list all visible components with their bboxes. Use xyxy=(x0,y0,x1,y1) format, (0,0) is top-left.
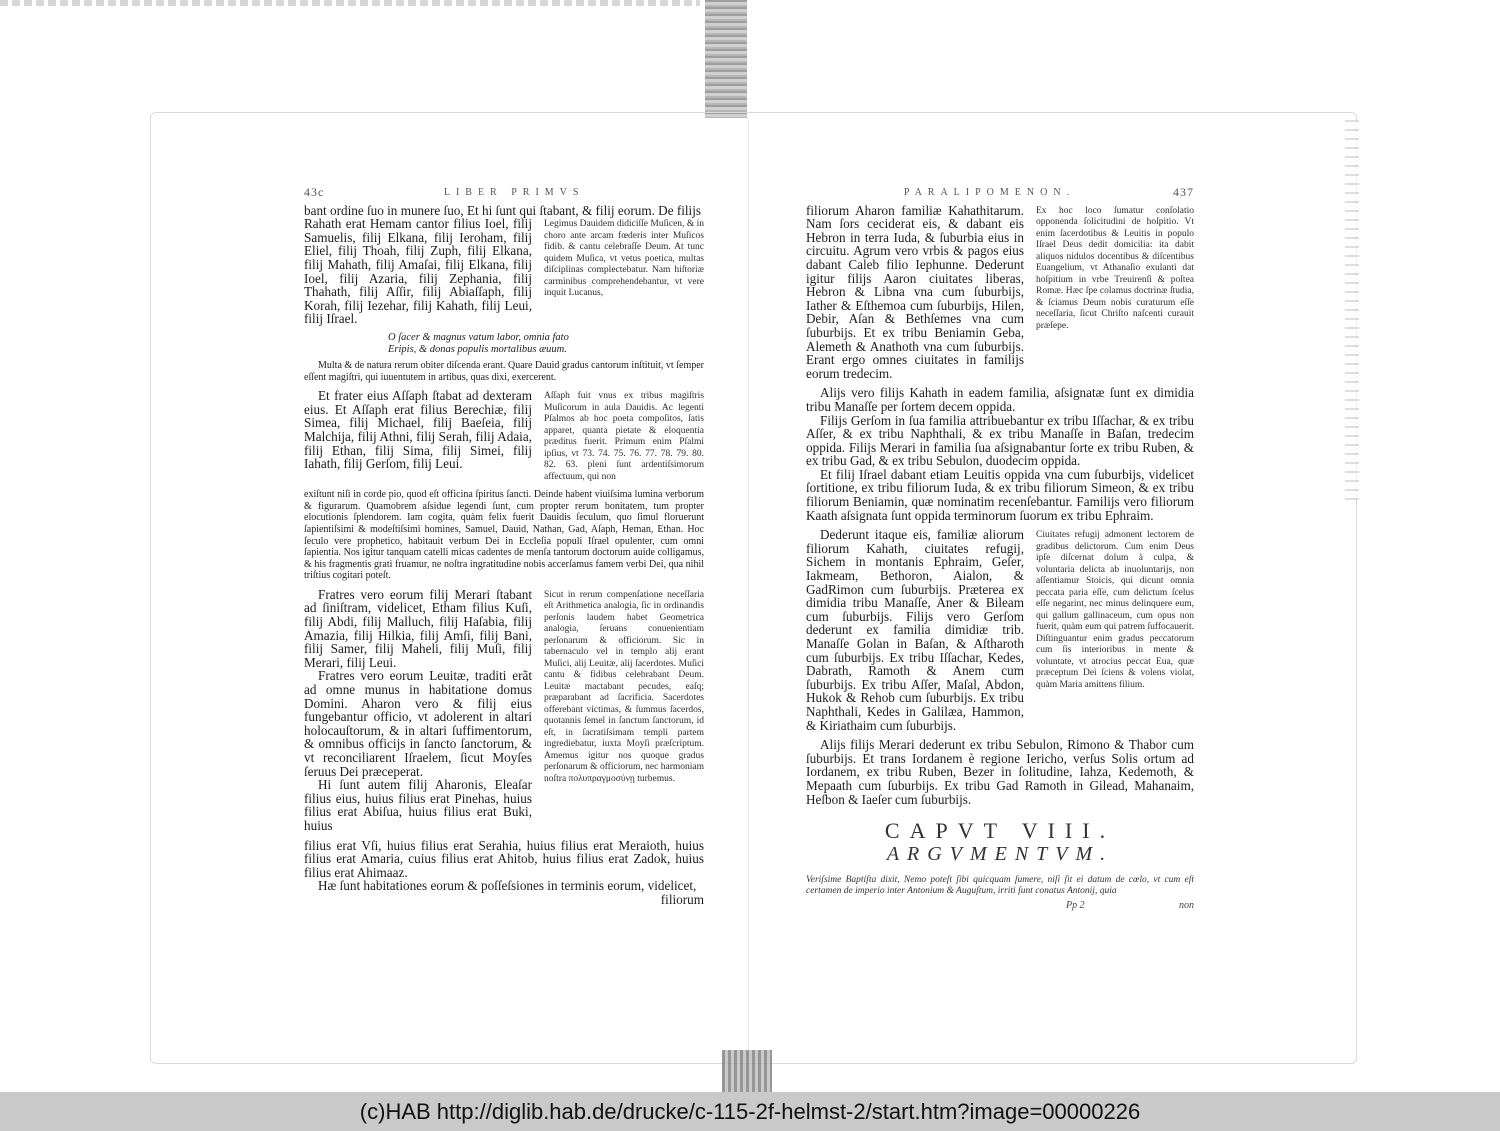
argument-text: Veriſsime Baptiſta dixit, Nemo poteſt ſibi quicquam ſumere, niſi ſit ei datum de cœlo, vt cum eſt certamen de imperio inter Antonium & Auguſtum, irriti ſunt conatus Antonij, quia xyxy=(806,875,1194,897)
left-p1-main: Rahath erat Hemam cantor filius Ioel, filij Samuelis, filij Elkana, filij Ieroham, filij Eliel, filij Thoah, filij Zuph, filij Elkana, filij Mahath, filij Amaſai, filij Elkana, filij Ioel, filij Azaria, filij Zephania, filij Thahath, filij Aſſir, filij Abiaſſaph, filij Korah, filij Iezehar, filij Kahath, filij Leui, filij Iſrael. xyxy=(304,216,532,327)
right-section-2 xyxy=(806,528,1194,732)
left-p1-after: Multa & de natura rerum obiter diſcenda erant. Quare Dauid gradus cantorum inſtituit, vt ſemper eſſent magiſtri, qui iuuentutem in artibus, quas dixi, exercerent. xyxy=(304,359,704,383)
right-r1-after: Alijs vero filijs Kahath in eadem familia, aſsignatæ ſunt ex dimidia tribu Manaſſe per ſortem decem oppida. xyxy=(806,385,1194,414)
left-p3-main: Fratres vero eorum filij Merari ſtabant ad ſiniſtram, videlicet, Etham filius Kuſi, filij Abdi, filij Malluch, filij Haſabia, filij Amazia, filij Hilkia, filij Amſi, filij Bani, filij Samer, filij Maheli, filij Muſi, filij Merari, filij Leui. xyxy=(304,586,532,670)
left-p2-after: exiſtunt niſi in corde pio, quod eſt officina ſpiritus ſancti. Deinde habent viuiſsima lumina verborum & figurarum. Quamobrem aſsidue legendi ſunt, cum propter rerum bonitatem, tum propter elocutionis ſplendorem. Iam cogita, quàm felix fuerit Dauidis ſeculum, quo ſimul floruerunt ſapientiſsimi & modeſtiſsimi homines, Samuel, Dauid, Nathan, Gad, Aſaph, Heman, Ethan. Hoc ſeculo vere prophetico, habitauit verbum Dei in Eccleſia populi Iſrael opulenter, cum omni ſapientia. Nos igitur tanquam catelli micas cadentes de menſa tantorum doctorum auide colligamus, & his fragmentis grati fruamur, ne noſtra ingratitudine nobis accerſamus famem verbi Dei, qua nihil triſtius cogitari poteſt. xyxy=(304,489,704,582)
book-spine-bottom xyxy=(722,1050,772,1092)
right-catchword: non xyxy=(1179,900,1194,912)
left-section-1 xyxy=(304,217,704,326)
right-page xyxy=(806,186,1194,913)
right-r3: Et filij Iſrael dabant etiam Leuitis oppida vna cum ſuburbijs, videlicet ſortitione, ex tribu filiorum Iuda, & ex tribu filiorum Simeon, & ex tribu filiorum Beniamin, quæ nominatim recenſebantur. Familijs vero filiorum Kaath aſsignata ſunt oppida terminorum ſuorum ex tribu Ephraim. xyxy=(806,466,1194,523)
signature-row xyxy=(806,899,1194,913)
left-opening-line: bant ordine ſuo in munere ſuo, Et hi ſunt qui ſtabant, & filij eorum. De filijs xyxy=(304,202,702,218)
left-p3-note: Sicut in rerum compenſatione neceſſaria eſt Arithmetica analogia, ſic in ordinandis perſonis laudem habet Geometrica analogia, ſeruans conuenientiam perſonarum & officiorum. Sic in tabernaculo vel in templo alij erant Muſici, alij Leuitæ, alij ſacerdotes. Muſici cantu & fidibus celebrabant Deum. Leuitæ mactabant pecudes, eaſq; præparabant ad ſacrificia. Sacerdotes offerebant victimas, & ſummus ſacerdos, quotannis ſemel in ſanctum ſanctorum, id eſt, in ſacratiſsimam templi partem ingrediebatur, iuxta Moyſi præſcriptum. Amemus igitur nos quoque gradus perſonarum & officiorum, nec harmoniam noſtra πολυπραγμοσύνῃ turbemus. xyxy=(544,589,704,784)
left-p3b-main: Fratres vero eorum Leuitæ, traditi erãt ad omne munus in habitatione domus Domini. Aharon vero & filij eius fungebantur officio, vt adolerent in altari holocauſtorum, & in altari ſuffimentorum, & omnibus officijs in ſancto ſanctorum, & vt reconciliarent Iſraelem, ſicut Moyſes ſeruus Dei præceperat. xyxy=(304,668,532,779)
left-page-number: 43c xyxy=(304,185,325,199)
verse-line-2: Eripis, & donas populis mortalibus æuum. xyxy=(388,343,567,355)
right-r1-main: filiorum Aharon familiæ Kahathitarum. Nam ſors ceciderat eis, & dabant eis Hebron in terra Iuda, & ſuburbia eius in circuitu. Agrum vero vrbis & pagos eius dabant Caleb filio Iephunne. Dederunt igitur filijs Aaron ciuitates liberas, Hebron & Libna vna cum ſuburbijs, Iather & Eſthemoa cum ſuburbijs, Hilen, Debir, Aſan & Bethſemes vna cum ſuburbijs. Et ex tribu Beniamin Geba, Alemeth & Anathoth vna cum ſuburbijs. Erant ergo omnes ciuitates in familijs eorum tredecim. xyxy=(806,202,1024,381)
left-p2-main: Et frater eius Aſſaph ſtabat ad dexteram eius. Et Aſſaph erat filius Berechiæ, filij Simea, filij Michael, filij Baeſeia, filij Malchija, filij Athni, filij Serah, filij Adaia, filij Ethan, filij Sima, filij Simei, filij Iahath, filij Gerſom, filij Leui. xyxy=(304,388,532,472)
left-section-2 xyxy=(304,389,704,483)
left-verse xyxy=(388,332,704,356)
right-r4-main: Dederunt itaque eis, familiæ aliorum filiorum Kahath, ciuitates refugij, Sichem in montanis Ephraim, Geſer, Iakmeam, Bethoron, Aialon, & GadRimon cum ſuburbijs. Præterea ex dimidia tribu Manaſſe, Aner & Bileam cum ſuburbijs. Filijs vero Gerſom dederunt ex familia dimidiæ trib. Manaſſe Golan in Baſan, & Aſtharoth cum ſuburbijs. Ex tribu Iſſachar, Kedes, Dabrath, Ramoth & Anem cum ſuburbijs. Ex tribu Aſſer, Maſal, Abdon, Hukok & Rehob cum ſuburbijs. Ex tribu Naphthali, Kedes in Galilæa, Hammon, & Kiriathaim cum ſuburbijs. xyxy=(806,527,1024,733)
argument-heading: ARGVMENTVM. xyxy=(886,842,1114,865)
left-page xyxy=(304,186,704,907)
book-spine-top xyxy=(705,0,747,118)
right-r4-note: Ciuitates refugij admonent lectorem de gradibus delictorum. Cum enim Deus ipſe diſcernat dolum à culpa, & voluntaria delicta ab inuoluntarijs, non aſſentiamur Stoicis, qui dicunt omnia peccata paria eſſe, cum delictum ſcelus eſſe negarint, nec minus delinquere eum, qui gallum gallinaceum, cum opus non fuerit, quàm eum qui patrem ſuffocauerit. Diſtinguantur enim gradus peccatorum cum ſis interioribus in mente & voluntate, vt atrocius peccat Eua, quæ præceptum Dei ſciens & volens violat, quàm Maria amittens filium. xyxy=(1036,530,1194,690)
copyright-footer xyxy=(0,1092,1500,1131)
left-p2-note: Aſſaph fuit vnus ex tribus magiſtris Muſicorum in aula Dauidis. Ac legenti Pſalmos ab hoc poeta compoſitos, ſatis apparet, quanta pietate & eloquentia præditus fuerit. Primum enim Pſalmi ipſius, vt 73. 74. 75. 76. 77. 78. 79. 80. 82. 63. pleni ſunt ardentiſsimorum affectuum, qui non xyxy=(544,391,704,482)
right-running-title: PARALIPOMENON. xyxy=(903,187,1076,198)
left-running-title: LIBER PRIMVS xyxy=(443,187,585,198)
left-running-head xyxy=(304,186,704,200)
right-page-number: 437 xyxy=(1173,185,1194,199)
page-top-edge xyxy=(0,0,700,6)
page-gutter xyxy=(748,120,749,1050)
left-catchword: filiorum xyxy=(660,891,704,907)
right-r1-note: Ex hoc loco ſumatur conſolatio opponenda ſolicitudini de hoſpitio. Vt enim ſacerdotibus & Leuitis in populo Iſrael Deus dedit domicilia: ita dabit aliquos nidulos docentibus & diſcentibus Euangelium, vt Athanaſio exulanti dat hoſpitium in vrbe Treuirenſi & poſtea Romæ. Hæc ſpe colamus doctrinæ ſtudia, & ſciamus Deum nobis curaturum eſſe neceſſaria, ſicut Chriſto naſcenti curauit præſepe. xyxy=(1036,205,1194,331)
left-section-3 xyxy=(304,588,704,833)
left-p1-note: Legimus Dauidem didiciſſe Muſicen, & in choro ante arcam fœderis inter Muſicos fidib. & cantu celebraſſe Deum. At tunc quidem Muſica, vt vetus poetica, multas diſciplinas complectebatur. Nam hiſtoriæ carminibus comprehendebantur, vt vere inquit Lucanus, xyxy=(544,219,704,299)
right-r5: Alijs filijs Merari dederunt ex tribu Sebulon, Rimono & Thabor cum ſuburbijs. Et trans Iordanem è regione Iericho, verſus Solis ortum ad Iordanem, ex tribu Ruben, Bezer in ſolitudine, Iahza, Kedemoth, & Mepaath cum ſuburbijs. Ex tribu Gad Ramoth in Gilead, Mahanaim, Heſbon & Iaeſer cum ſuburbijs. xyxy=(806,737,1194,807)
footer-credit-text: (c)HAB http://diglib.hab.de/drucke/c-115-2f-helmst-2/start.htm?image=00000226 xyxy=(359,1099,1141,1124)
page-right-edge xyxy=(1345,120,1359,500)
chapter-heading: CAPVT VIII. xyxy=(884,818,1116,844)
left-p3-after: filius erat Vſi, huius filius erat Serahia, huius filius erat Meraioth, huius filius erat Amaria, cuius filius erat Ahitob, huius filius erat Zadok, huius filius erat Ahimaaz. xyxy=(304,837,704,880)
signature-mark: Pp 2 xyxy=(1066,900,1085,912)
left-p3c-main: Hi ſunt autem filij Aharonis, Eleaſar filius eius, huius filius erat Pinehas, huius filius erat Abiſua, huius filius erat Buki, huius xyxy=(304,777,532,833)
left-p4: Hæ ſunt habitationes eorum & poſſeſsiones in terminis eorum, videlicet, xyxy=(318,878,697,894)
verse-line-1: O ſacer & magnus vatum labor, omnia fato xyxy=(388,331,569,343)
right-section-1 xyxy=(806,204,1194,381)
right-running-head xyxy=(806,186,1194,200)
right-r2: Filijs Gerſom in ſua familia attribuebantur ex tribu Iſſachar, & ex tribu Aſſer, & ex tribu Naphthali, & ex tribu Manaſſe in Baſan, tredecim oppida. Filijs Merari in familia ſua aſsignabantur ſorte ex tribu Ruben, & ex tribu Gad, & ex tribu Sebulon, duodecim oppida. xyxy=(806,412,1194,469)
